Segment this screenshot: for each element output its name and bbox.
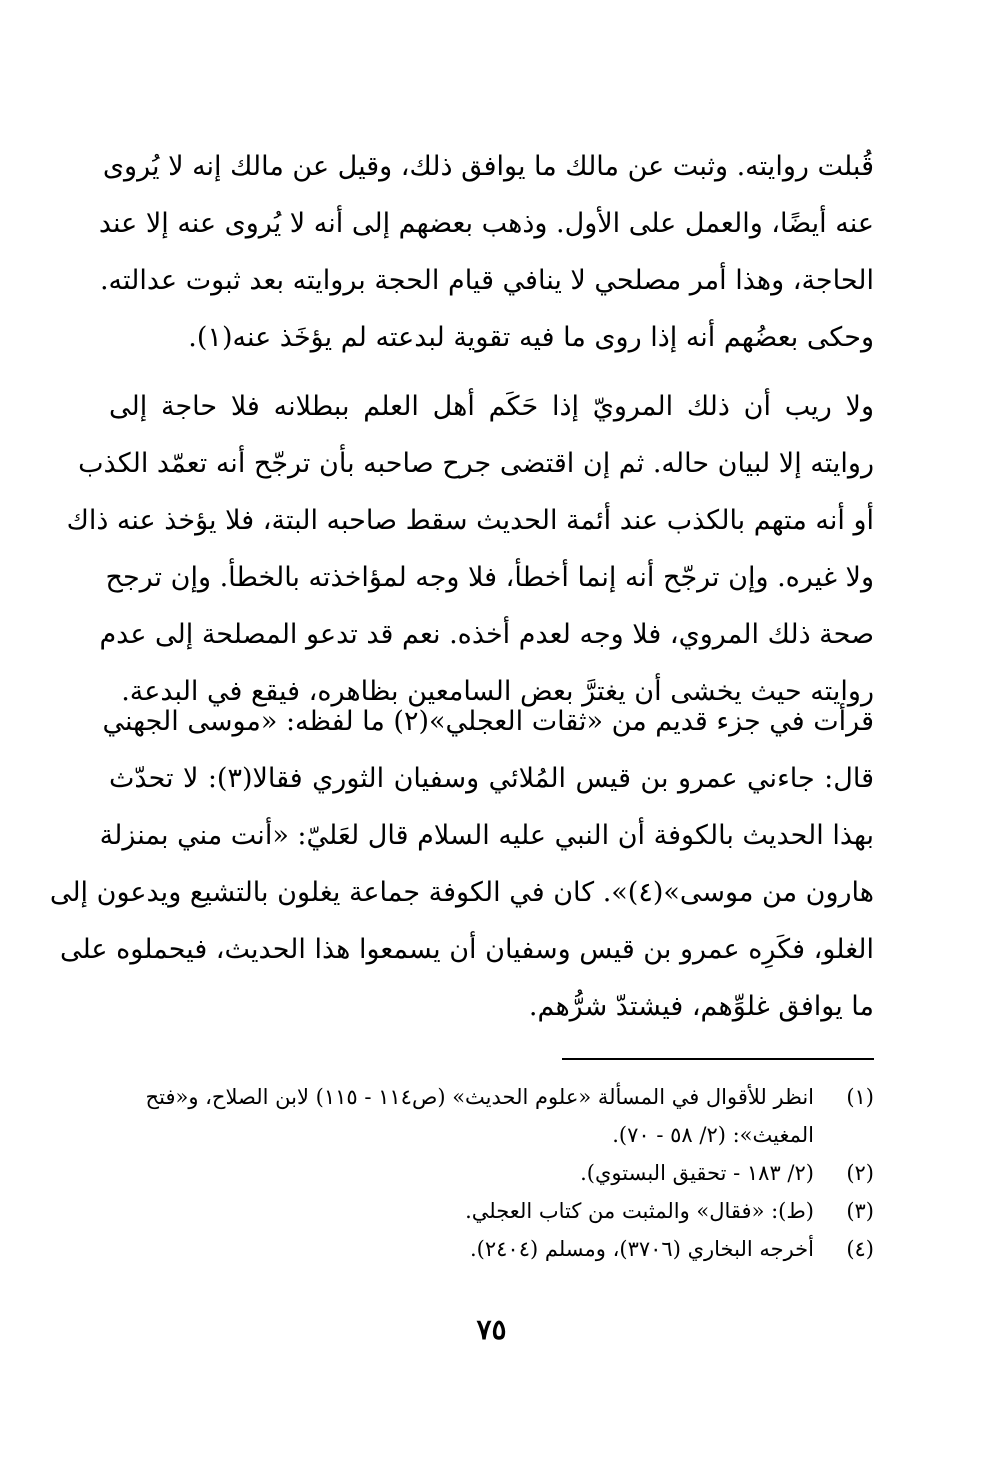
paragraph-3-line-1: قرأت في جزء قديم من «ثقات العجلي»(٢) ما لفظه: «موسى الجهني: [102, 706, 874, 737]
paragraph-1-line-3: الحاجة، وهذا أمر مصلحي لا ينافي قيام الحجة بروايته بعد ثبوت عدالته.: [99, 265, 874, 296]
paragraph-2-line-3: أو أنه متهم بالكذب عند أئمة الحديث سقط صاحبه البتة، فلا يؤخذ عنه ذاك: [66, 505, 874, 536]
paragraph-3-line-2: قال: جاءني عمرو بن قيس المُلائي وسفيان الثوري فقالا(٣): لا تحدّث: [109, 763, 874, 794]
footnote-3-text: (ط): «فقال» والمثبت من كتاب العجلي.: [465, 1199, 814, 1223]
paragraph-1: [98, 138, 874, 366]
footnote-4-text: أخرجه البخاري (٣٧٠٦)، ومسلم (٢٤٠٤).: [470, 1237, 814, 1261]
paragraph-2-line-5: صحة ذلك المروي، فلا وجه لعدم أخذه. نعم قد تدعو المصلحة إلى عدم: [99, 619, 874, 650]
paragraph-2: [66, 378, 874, 720]
footnote-1: [109, 1078, 874, 1154]
paragraph-2-line-4: ولا غيره. وإن ترجّح أنه إنما أخطأ، فلا وجه لمؤاخذته بالخطأ. وإن ترجح: [105, 562, 874, 593]
footnote-4-number: (٤): [846, 1237, 874, 1261]
footnote-3: [109, 1192, 874, 1230]
footnote-1-number: (١): [846, 1085, 874, 1109]
paragraph-3-line-4: هارون من موسى»(٤)». كان في الكوفة جماعة يغلون بالتشيع ويدعون إلى: [49, 877, 874, 908]
footnote-4: [109, 1230, 874, 1268]
footnote-divider: [562, 1058, 874, 1060]
paragraph-2-line-6: روايته حيث يخشى أن يغترَّ بعض السامعين بظاهره، فيقع في البدعة.: [121, 676, 874, 707]
paragraph-1-line-1: قُبلت روايته. وثبت عن مالك ما يوافق ذلك، وقيل عن مالك إنه لا يُروى: [102, 151, 874, 182]
paragraph-3-line-6: ما يوافق غلوِّهم، فيشتدّ شرُّهم.: [528, 991, 874, 1022]
footnote-2-number: (٢): [846, 1161, 874, 1185]
paragraph-3: [49, 693, 874, 1035]
paragraph-3-line-5: الغلو، فكَرِه عمرو بن قيس وسفيان أن يسمعوا هذا الحديث، فيحملوه على: [59, 934, 874, 965]
paragraph-1-line-2: عنه أيضًا، والعمل على الأول. وذهب بعضهم إلى أنه لا يُروى عنه إلا عند: [98, 208, 874, 239]
footnotes: [109, 1078, 874, 1268]
paragraph-2-line-2: روايته إلا لبيان حاله. ثم إن اقتضى جرح صاحبه بأن ترجّح أنه تعمّد الكذب: [78, 448, 874, 479]
footnote-2-text: (٢/ ١٨٣ - تحقيق البستوي).: [580, 1161, 814, 1185]
footnote-3-number: (٣): [846, 1199, 874, 1223]
footnote-2: [109, 1154, 874, 1192]
page-number: ٧٥: [476, 1313, 507, 1346]
paragraph-2-line-1: ولا ريب أن ذلك المرويّ إذا حَكَم أهل العلم ببطلانه فلا حاجة إلى: [109, 391, 874, 422]
footnote-1-text: انظر للأقوال في المسألة «علوم الحديث» (ص١١٤ - ١١٥) لابن الصلاح، و«فتح المغيث»: (٢/ ٥٨ - ٧٠).: [145, 1085, 814, 1147]
book-page: [49, 138, 874, 1438]
paragraph-3-line-3: بهذا الحديث بالكوفة أن النبي عليه السلام قال لعَليّ: «أنت مني بمنزلة: [99, 820, 874, 851]
paragraph-1-line-4: وحكى بعضُهم أنه إذا روى ما فيه تقوية لبدعته لم يؤخَذ عنه(١).: [188, 322, 874, 353]
